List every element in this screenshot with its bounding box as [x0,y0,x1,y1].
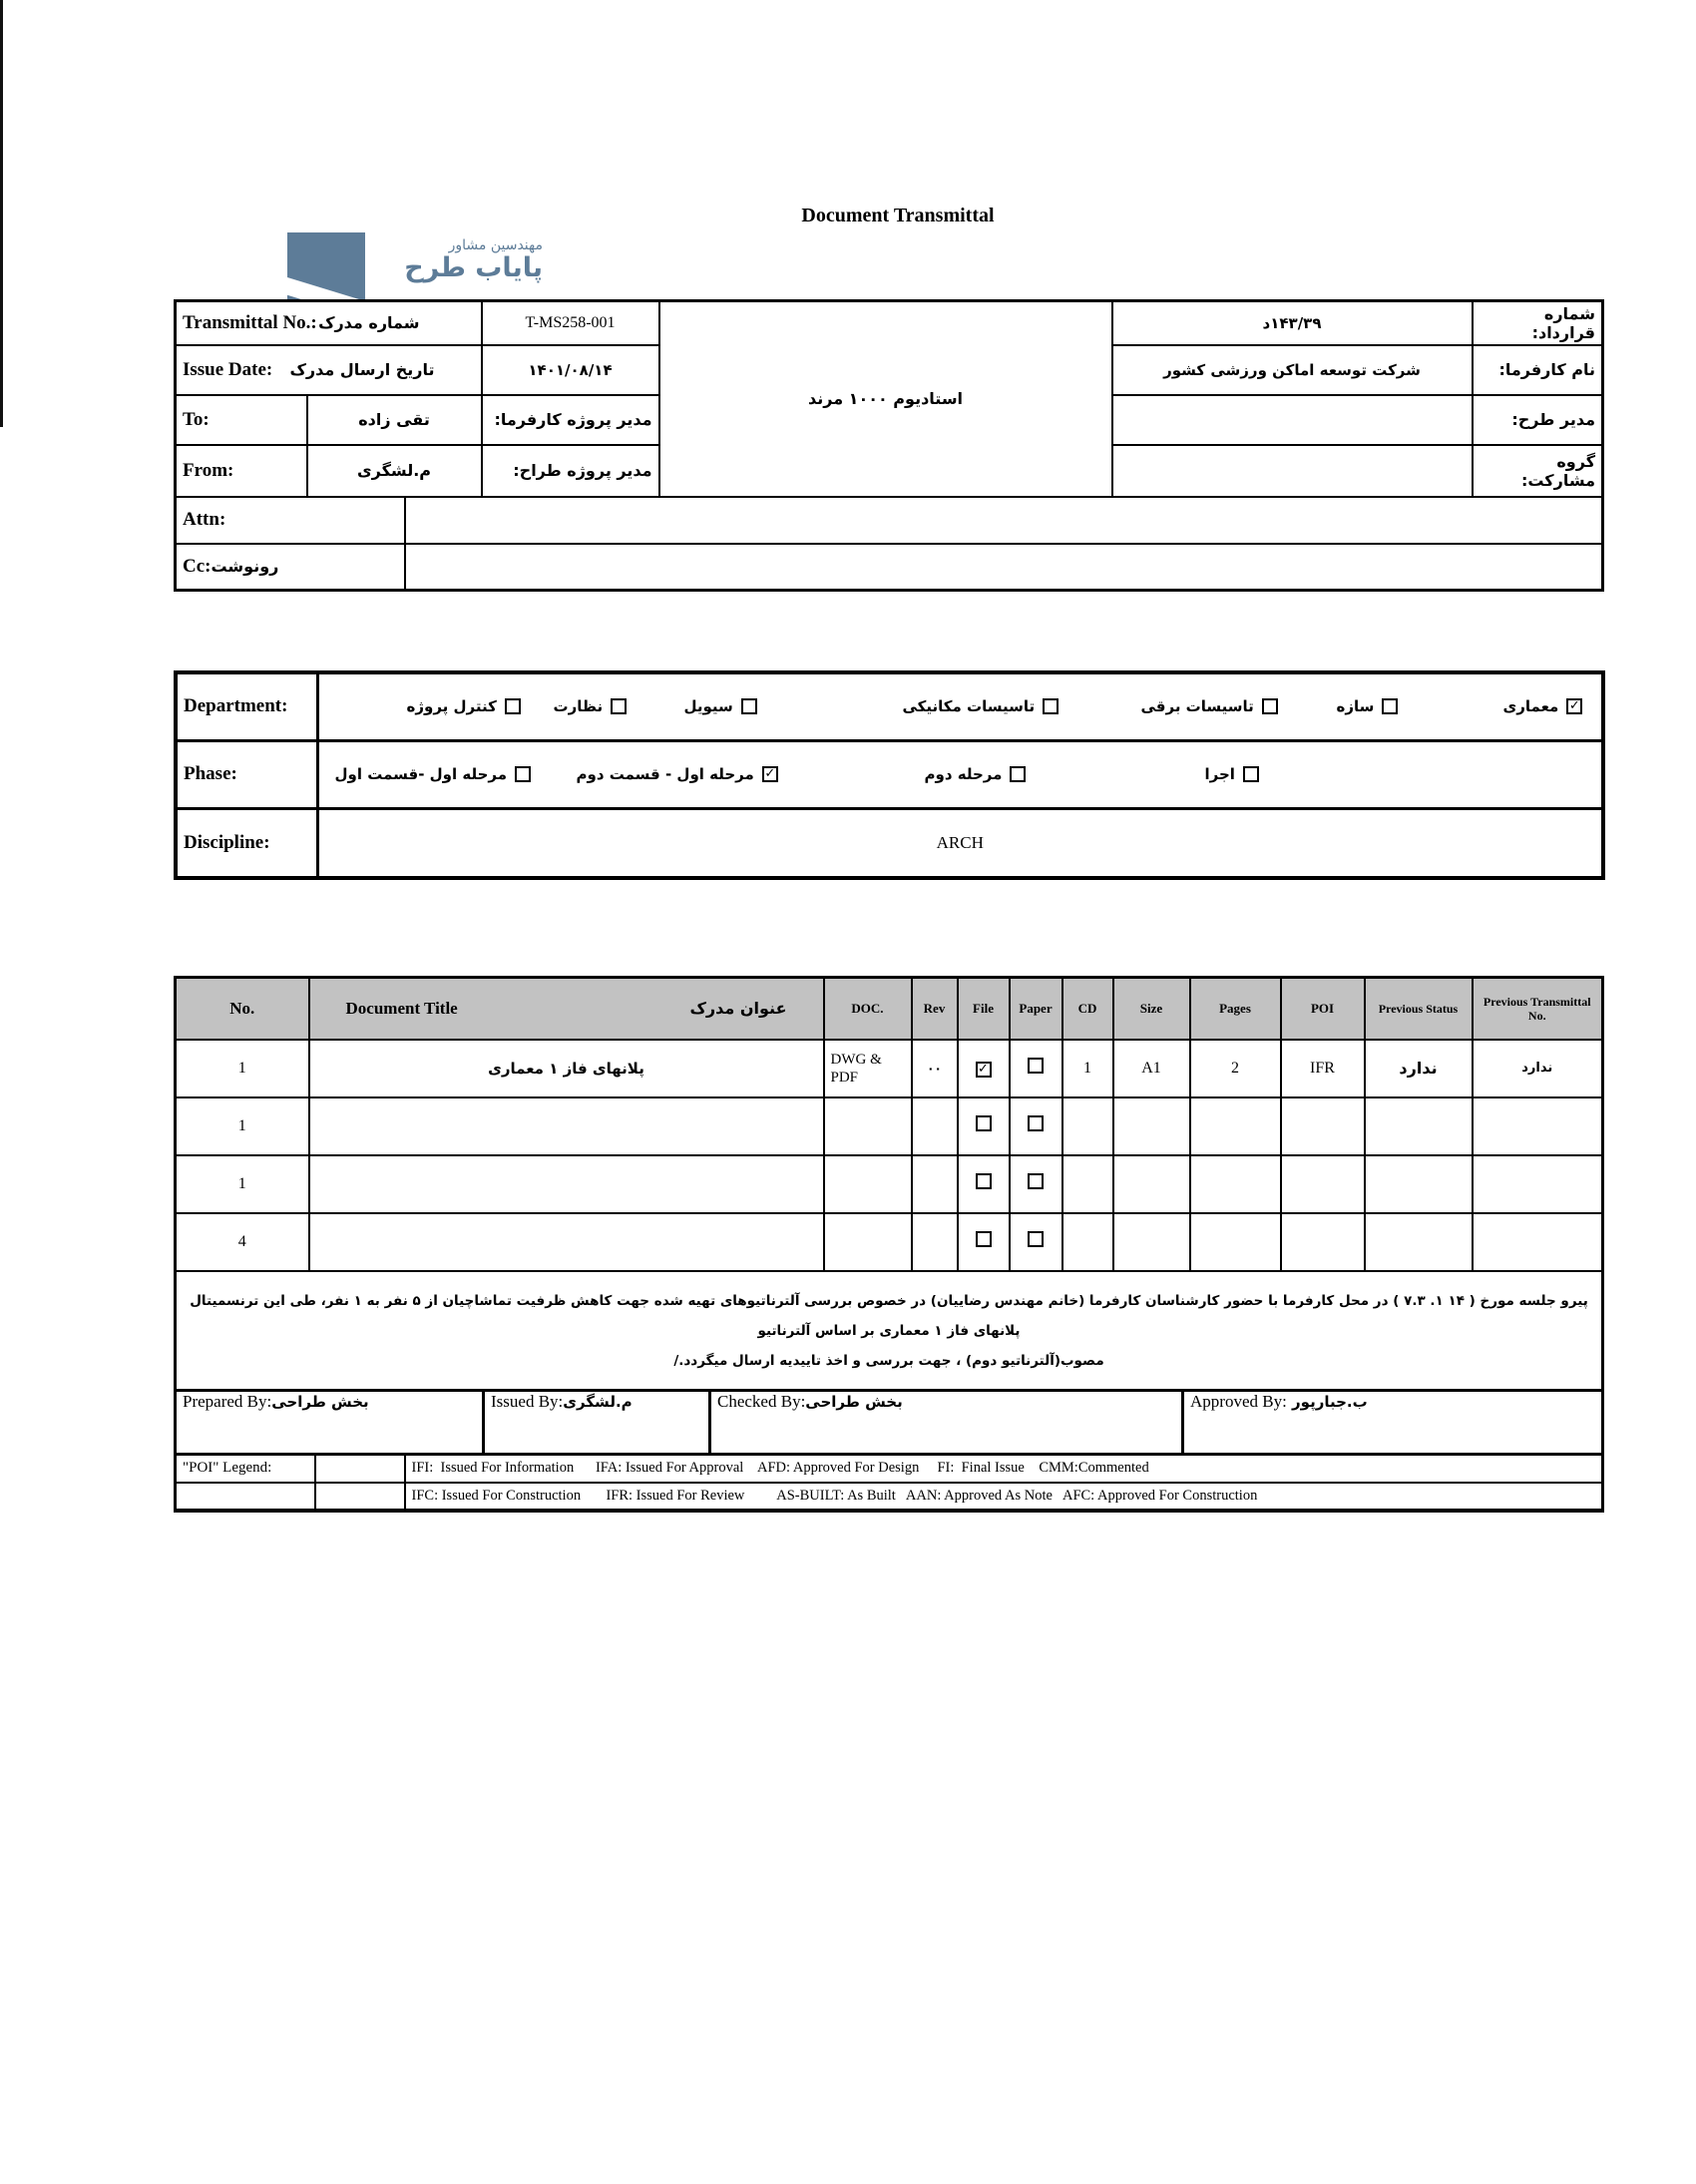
department-options [317,672,1603,740]
row2-paper-checkbox[interactable] [1028,1115,1044,1131]
row1-rev: ۰۰ [912,1040,958,1097]
row3-rev [912,1155,958,1213]
remarks-line-1: پیرو جلسه مورخ ( ۱۴ ۱. ۷.۳ ) در محل کارفرما با حضور کارشناسان کارفرما (خانم مهندس رضاییان) در خصوص بررسی آلترناتیوهای تهیه شده جهت کاهش ظرفیت تماشاچیان از ۵ نفر به ۱ نفر، طی این ترنسمیتال پلانهای فاز ۱ معماری بر اساس آلترناتیو [190,1292,1588,1339]
row3-size [1113,1155,1190,1213]
poi-legend-spacer-1 [315,1455,405,1483]
row1-prev-status: ندارد [1365,1040,1473,1097]
stage1-part1-checkbox[interactable] [515,766,531,782]
discipline-value: ARCH [317,808,1603,878]
col-header-pages: Pages [1190,978,1281,1040]
logo-fa-brand: پایاب طرح [404,252,543,283]
poi-legend-spacer-3 [315,1483,405,1511]
row2-pages [1190,1097,1281,1155]
row2-prev-transmittal [1473,1097,1603,1155]
project-control-checkbox[interactable] [505,698,521,714]
row3-no: 1 [176,1155,309,1213]
to-value: تقی زاده [307,395,482,445]
design-manager-label: مدیر طرح: [1473,395,1603,445]
cc-value [405,544,1603,591]
table-row [176,1155,1603,1213]
row1-size: A1 [1113,1040,1190,1097]
col-header-rev: Rev [912,978,958,1040]
col-header-title: Document Title عنوان مدرک [309,978,824,1040]
client-name-value: شرکت توسعه اماکن ورزشی کشور [1112,345,1473,395]
col-header-paper: Paper [1010,978,1062,1040]
phase-label: Phase: [176,740,317,808]
row3-file [958,1155,1010,1213]
row2-size [1113,1097,1190,1155]
phase-option-execution: اجرا [1205,765,1259,783]
department-option-structure: سازه [1337,697,1399,715]
issued-by-cell: Issued By:م.لشگری [484,1391,710,1455]
row3-doc [824,1155,912,1213]
col-header-file: File [958,978,1010,1040]
department-option-electrical: تاسیسات برقی [1141,697,1278,715]
transmittal-no-value: T-MS258-001 [482,301,659,345]
col-header-cd: CD [1062,978,1113,1040]
header-table [174,299,1604,592]
row4-prev-transmittal [1473,1213,1603,1271]
designer-pm-label: مدیر پروژه طراح: [482,445,659,497]
row1-title: پلانهای فاز ۱ معماری [309,1040,824,1097]
architecture-checkbox[interactable]: ✓ [1566,698,1582,714]
scan-edge-artifact [0,0,3,427]
from-label: From: [176,445,307,497]
row2-title [309,1097,824,1155]
remarks-line-2: مصوب(آلترناتیو دوم) ، جهت بررسی و اخذ تاییدیه ارسال میگردد./ [673,1352,1104,1369]
department-option-architecture: معماری ✓ [1503,697,1583,715]
execution-checkbox[interactable] [1243,766,1259,782]
phase-option-stage2: مرحله دوم [925,765,1027,783]
row1-file-checkbox[interactable]: ✓ [976,1062,992,1078]
col-header-doc: DOC. [824,978,912,1040]
poi-legend-label: "POI" Legend: [176,1455,315,1483]
row2-file-checkbox[interactable] [976,1115,992,1131]
row4-file-checkbox[interactable] [976,1231,992,1247]
from-value: م.لشگری [307,445,482,497]
row4-rev [912,1213,958,1271]
row4-cd [1062,1213,1113,1271]
col-header-prev-status: Previous Status [1365,978,1473,1040]
client-name-label: نام کارفرما: [1473,345,1603,395]
page-title: Document Transmittal [801,205,995,226]
department-option-civil: سیویل [684,697,757,715]
cc-label: Cc:رونوشت [176,544,405,591]
to-label: To: [176,395,307,445]
poi-legend-table [174,1453,1604,1513]
signoff-table [174,1389,1604,1456]
col-header-size: Size [1113,978,1190,1040]
row3-poi [1281,1155,1365,1213]
project-title: استادیوم ۱۰۰۰ مرند [659,301,1112,497]
table-row [176,1040,1603,1097]
approved-by-cell: Approved By: ب.جبارپور [1183,1391,1603,1455]
issue-date-value: ۱۴۰۱/۰۸/۱۴ [482,345,659,395]
stage2-checkbox[interactable] [1010,766,1026,782]
row4-pages [1190,1213,1281,1271]
attn-label: Attn: [176,497,405,544]
col-header-prev-transmittal: Previous Transmittal No. [1473,978,1603,1040]
row3-pages [1190,1155,1281,1213]
phase-option-stage1-part2: مرحله اول - قسمت دوم ✓ [577,765,778,783]
poi-legend-spacer-2 [176,1483,315,1511]
col-header-no: No. [176,978,309,1040]
jv-label: گروه مشارکت: [1473,445,1603,497]
phase-options [317,740,1603,808]
transmittal-no-label: Transmittal No.: شماره مدرک [176,301,482,345]
row4-no: 4 [176,1213,309,1271]
phase-option-stage1-part1: مرحله اول -قسمت اول [335,765,532,783]
prepared-by-cell: Prepared By:بخش طراحی [176,1391,484,1455]
supervision-checkbox[interactable] [611,698,627,714]
row2-cd [1062,1097,1113,1155]
row4-poi [1281,1213,1365,1271]
row4-doc [824,1213,912,1271]
contract-no-label: شماره قرارداد: [1473,301,1603,345]
row1-file [958,1040,1010,1097]
row2-poi [1281,1097,1365,1155]
checked-by-cell: Checked By:بخش طراحی [710,1391,1183,1455]
logo-fa-tagline: مهندسین مشاور [448,237,543,253]
row1-paper-checkbox[interactable] [1028,1058,1044,1074]
row4-paper-checkbox[interactable] [1028,1231,1044,1247]
discipline-label: Discipline: [176,808,317,878]
row3-cd [1062,1155,1113,1213]
client-pm-label: مدیر پروژه کارفرما: [482,395,659,445]
row1-prev-transmittal: ندارد [1473,1040,1603,1097]
row4-paper [1010,1213,1062,1271]
contract-no-value: ۱۴۳/۳۹د [1112,301,1473,345]
row1-no: 1 [176,1040,309,1097]
row4-file [958,1213,1010,1271]
row1-poi: IFR [1281,1040,1365,1097]
row3-title [309,1155,824,1213]
row3-paper [1010,1155,1062,1213]
row1-cd: 1 [1062,1040,1113,1097]
department-option-project-control: کنترل پروژه [407,697,521,715]
poi-legend-line-1: IFI: Issued For Information IFA: Issued For Approval AFD: Approved For Design FI: Final Issue CMM:Commented [405,1455,1603,1483]
row2-file [958,1097,1010,1155]
remarks-cell [176,1271,1603,1391]
row3-paper-checkbox[interactable] [1028,1173,1044,1189]
row2-prev-status [1365,1097,1473,1155]
issue-date-label: Issue Date: تاریخ ارسال مدرک [176,345,482,395]
row1-paper [1010,1040,1062,1097]
design-manager-value [1112,395,1473,445]
poi-legend-line-2: IFC: Issued For Construction IFR: Issued For Review AS-BUILT: As Built AAN: Approved As Note AFC: Approved For Construction [405,1483,1603,1511]
col-header-poi: POI [1281,978,1365,1040]
document-list-table [174,976,1604,1392]
electrical-checkbox[interactable] [1262,698,1278,714]
row3-file-checkbox[interactable] [976,1173,992,1189]
table-row [176,1097,1603,1155]
row3-prev-status [1365,1155,1473,1213]
structure-checkbox[interactable] [1382,698,1398,714]
row2-doc [824,1097,912,1155]
department-table [174,670,1605,880]
jv-value [1112,445,1473,497]
row2-paper [1010,1097,1062,1155]
row1-doc: DWG & PDF [824,1040,912,1097]
department-option-supervision: نظارت [554,697,628,715]
logo-persian-text [371,237,543,283]
table-row [176,1213,1603,1271]
department-option-mechanical: تاسیسات مکانیکی [903,697,1060,715]
row2-rev [912,1097,958,1155]
mechanical-checkbox[interactable] [1043,698,1059,714]
row4-title [309,1213,824,1271]
row4-prev-status [1365,1213,1473,1271]
attn-value [405,497,1603,544]
row4-size [1113,1213,1190,1271]
row1-pages: 2 [1190,1040,1281,1097]
department-label: Department: [176,672,317,740]
civil-checkbox[interactable] [741,698,757,714]
row3-prev-transmittal [1473,1155,1603,1213]
row2-no: 1 [176,1097,309,1155]
stage1-part2-checkbox[interactable]: ✓ [762,766,778,782]
